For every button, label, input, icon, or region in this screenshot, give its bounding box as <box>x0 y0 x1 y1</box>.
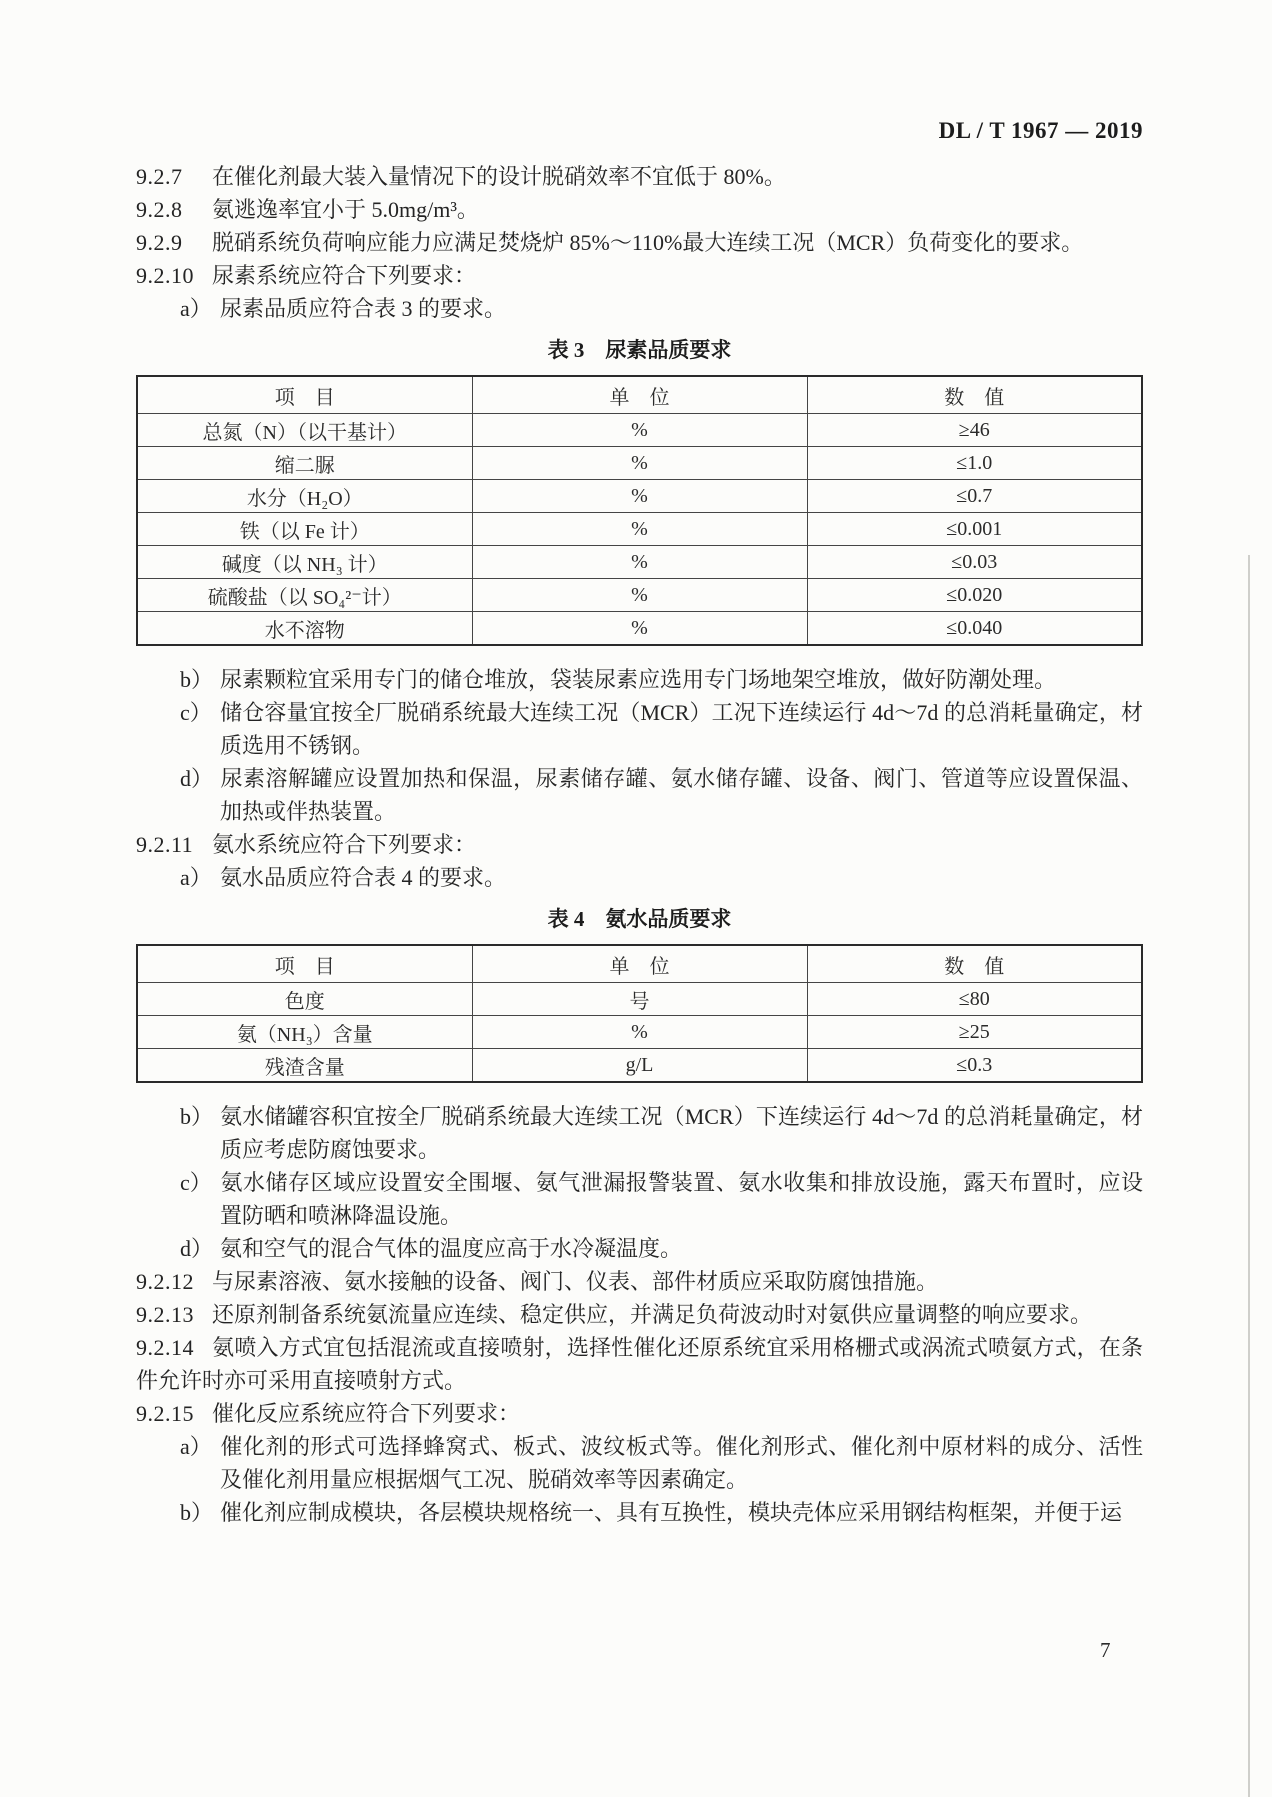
column-header-value: 数 值 <box>807 945 1142 983</box>
cell-value: ≤0.7 <box>807 480 1142 513</box>
item-marker: b） <box>180 1104 214 1129</box>
item-9-2-10-c <box>136 696 1143 762</box>
section-text: 尿素系统应符合下列要求： <box>212 263 477 288</box>
item-text: 储仓容量宜按全厂脱硝系统最大连续工况（MCR）工况下连续运行 4d～7d 的总消耗量确定，材质选用不锈钢。 <box>220 700 1143 758</box>
cell-value: ≤0.001 <box>807 513 1142 546</box>
item-text: 氨水品质应符合表 4 的要求。 <box>220 865 507 890</box>
item-9-2-10-d <box>136 762 1143 828</box>
section-number: 9.2.9 <box>136 230 183 255</box>
cell-unit: % <box>472 447 807 480</box>
cell-unit: % <box>472 414 807 447</box>
section-9-2-9 <box>136 226 1143 259</box>
table-row <box>137 579 1142 612</box>
item-9-2-15-b <box>136 1496 1143 1529</box>
item-9-2-11-c <box>136 1166 1143 1232</box>
section-9-2-7 <box>136 160 1143 193</box>
section-9-2-13 <box>136 1298 1143 1331</box>
table-row <box>137 480 1142 513</box>
column-header-value: 数 值 <box>807 376 1142 414</box>
section-9-2-8 <box>136 193 1143 226</box>
table-row <box>137 983 1142 1016</box>
item-text: 尿素颗粒宜采用专门的储仓堆放，袋装尿素应选用专门场地架空堆放，做好防潮处理。 <box>220 667 1057 692</box>
item-text: 氨水储罐容积宜按全厂脱硝系统最大连续工况（MCR）下连续运行 4d～7d 的总消耗量确定，材质应考虑防腐蚀要求。 <box>220 1104 1143 1162</box>
cell-unit: 号 <box>472 983 807 1016</box>
scan-edge-line <box>1248 555 1250 1797</box>
item-text: 氨水储存区域应设置安全围堰、氨气泄漏报警装置、氨水收集和排放设施，露天布置时，应设置防晒和喷淋降温设施。 <box>220 1170 1143 1228</box>
section-9-2-14 <box>136 1331 1143 1397</box>
cell-unit: % <box>472 1016 807 1049</box>
item-marker: d） <box>180 1236 214 1261</box>
item-9-2-10-b <box>136 663 1143 696</box>
document-content <box>136 118 1143 1529</box>
section-text: 氨喷入方式宜包括混流或直接喷射，选择性催化还原系统宜采用格栅式或涡流式喷氨方式，在条件允许时亦可采用直接喷射方式。 <box>136 1335 1143 1393</box>
cell-unit: g/L <box>472 1049 807 1083</box>
cell-unit: % <box>472 513 807 546</box>
table-row <box>137 414 1142 447</box>
section-number: 9.2.11 <box>136 832 194 857</box>
item-marker: c） <box>180 1170 212 1195</box>
item-9-2-15-a <box>136 1430 1143 1496</box>
cell-value: ≤0.040 <box>807 612 1142 646</box>
section-9-2-15 <box>136 1397 1143 1430</box>
column-header-item: 项 目 <box>137 945 472 983</box>
column-header-item: 项 目 <box>137 376 472 414</box>
item-text: 氨和空气的混合气体的温度应高于水冷凝温度。 <box>220 1236 683 1261</box>
cell-item: 总氮（N）（以干基计） <box>137 414 472 447</box>
cell-item: 水分（H₂O） <box>137 480 472 513</box>
item-marker: a） <box>180 296 212 321</box>
section-9-2-12 <box>136 1265 1143 1298</box>
table4-ammonia-water-quality <box>136 944 1143 1083</box>
cell-value: ≤0.3 <box>807 1049 1142 1083</box>
cell-unit: % <box>472 480 807 513</box>
cell-value: ≥46 <box>807 414 1142 447</box>
cell-value: ≥25 <box>807 1016 1142 1049</box>
table3-urea-quality <box>136 375 1143 646</box>
item-9-2-11-a <box>136 861 1143 894</box>
table-header-row <box>137 376 1142 414</box>
column-header-unit: 单 位 <box>472 376 807 414</box>
section-text: 氨逃逸率宜小于 5.0mg/m³。 <box>212 197 479 222</box>
section-9-2-11 <box>136 828 1143 861</box>
cell-value: ≤80 <box>807 983 1142 1016</box>
cell-unit: % <box>472 612 807 646</box>
table-row <box>137 447 1142 480</box>
table-row <box>137 546 1142 579</box>
page-number: 7 <box>1100 1638 1111 1662</box>
section-number: 9.2.14 <box>136 1335 194 1360</box>
table-row <box>137 1016 1142 1049</box>
cell-value: ≤1.0 <box>807 447 1142 480</box>
item-text: 催化剂应制成模块，各层模块规格统一、具有互换性，模块壳体应采用钢结构框架，并便于运 <box>220 1500 1123 1525</box>
item-9-2-11-b <box>136 1100 1143 1166</box>
table-row <box>137 612 1142 646</box>
section-text: 脱硝系统负荷响应能力应满足焚烧炉 85%～110%最大连续工况（MCR）负荷变化的要求。 <box>212 230 1084 255</box>
section-number: 9.2.12 <box>136 1269 194 1294</box>
item-text: 催化剂的形式可选择蜂窝式、板式、波纹板式等。催化剂形式、催化剂中原材料的成分、活性及催化剂用量应根据烟气工况、脱硝效率等因素确定。 <box>220 1434 1143 1492</box>
section-text: 与尿素溶液、氨水接触的设备、阀门、仪表、部件材质应采取防腐蚀措施。 <box>212 1269 939 1294</box>
item-text: 尿素品质应符合表 3 的要求。 <box>220 296 507 321</box>
table-row <box>137 513 1142 546</box>
cell-item: 铁（以 Fe 计） <box>137 513 472 546</box>
section-number: 9.2.10 <box>136 263 194 288</box>
cell-item: 氨（NH₃）含量 <box>137 1016 472 1049</box>
cell-item: 残渣含量 <box>137 1049 472 1083</box>
cell-value: ≤0.03 <box>807 546 1142 579</box>
section-text: 还原剂制备系统氨流量应连续、稳定供应，并满足负荷波动时对氨供应量调整的响应要求。 <box>212 1302 1093 1327</box>
cell-item: 色度 <box>137 983 472 1016</box>
section-text: 催化反应系统应符合下列要求： <box>212 1401 521 1426</box>
table4-title: 表 4 氨水品质要求 <box>547 907 732 931</box>
item-text: 尿素溶解罐应设置加热和保温，尿素储存罐、氨水储存罐、设备、阀门、管道等应设置保温、加热或伴热装置。 <box>220 766 1143 824</box>
section-number: 9.2.15 <box>136 1401 194 1426</box>
cell-item: 硫酸盐（以 SO₄²⁻计） <box>137 579 472 612</box>
item-marker: d） <box>180 766 214 791</box>
cell-item: 碱度（以 NH₃ 计） <box>137 546 472 579</box>
section-number: 9.2.8 <box>136 197 183 222</box>
table-row <box>137 1049 1142 1083</box>
item-9-2-10-a <box>136 292 1143 325</box>
item-9-2-11-d <box>136 1232 1143 1265</box>
item-marker: c） <box>180 700 212 725</box>
section-number: 9.2.13 <box>136 1302 194 1327</box>
section-number: 9.2.7 <box>136 164 183 189</box>
item-marker: a） <box>180 865 212 890</box>
section-text: 氨水系统应符合下列要求： <box>212 832 477 857</box>
cell-item: 水不溶物 <box>137 612 472 646</box>
cell-item: 缩二脲 <box>137 447 472 480</box>
table3-title: 表 3 尿素品质要求 <box>547 338 732 362</box>
cell-unit: % <box>472 546 807 579</box>
cell-value: ≤0.020 <box>807 579 1142 612</box>
section-text: 在催化剂最大装入量情况下的设计脱硝效率不宜低于 80%。 <box>212 164 786 189</box>
item-marker: b） <box>180 667 214 692</box>
document-header <box>136 118 1143 144</box>
column-header-unit: 单 位 <box>472 945 807 983</box>
item-marker: b） <box>180 1500 214 1525</box>
cell-unit: % <box>472 579 807 612</box>
table-header-row <box>137 945 1142 983</box>
section-9-2-10 <box>136 259 1143 292</box>
standard-number: DL / T 1967 — 2019 <box>938 118 1143 143</box>
item-marker: a） <box>180 1434 212 1459</box>
